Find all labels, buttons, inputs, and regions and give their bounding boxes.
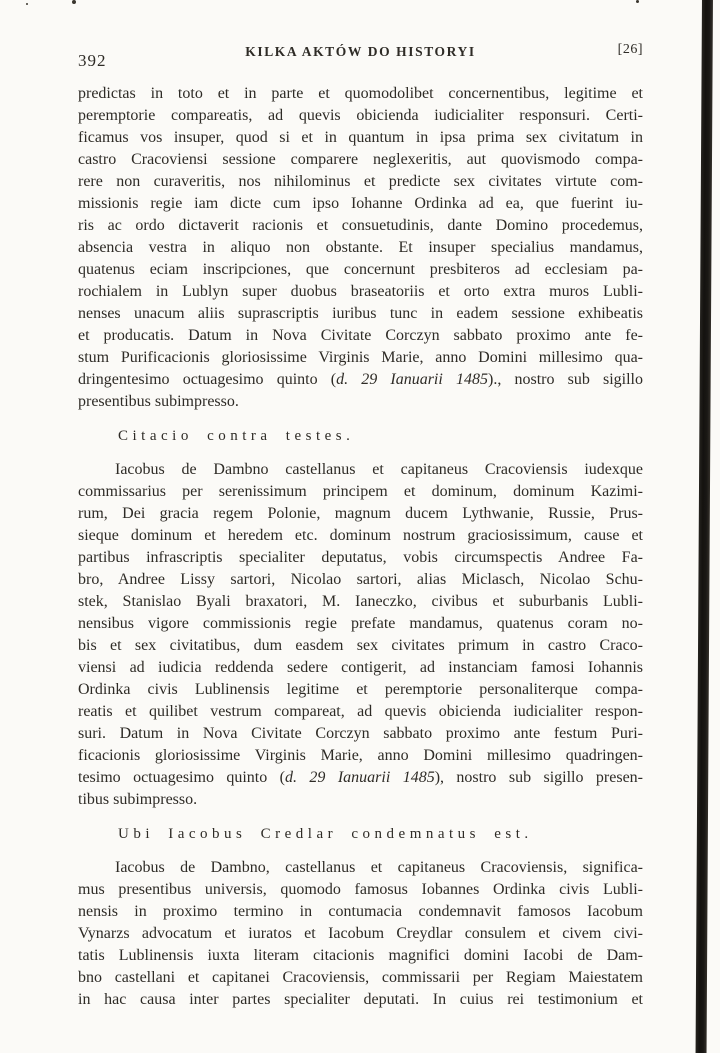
paragraph: [78, 459, 643, 811]
scan-speck: [26, 3, 28, 5]
scan-speck: [72, 0, 76, 4]
running-header: [78, 42, 643, 68]
scan-edge-strip: [696, 0, 713, 1053]
text-line: bno castellani et capitanei Cracoviensis, commissarii per Regiam Maiestatem: [78, 969, 643, 986]
section-heading: Ubi Iacobus Credlar condemnatus est.: [118, 826, 533, 842]
running-title: KILKA AKTÓW DO HISTORYI: [245, 44, 476, 59]
document-number: [26]: [617, 42, 643, 57]
text-line: Iacobus de Dambno castellanus et capitaneus Cracoviensis iudexque: [115, 461, 643, 478]
text-line: in hac causa inter partes specialiter deputati. In cuius rei testimonium et: [78, 991, 643, 1008]
text-line: absencia vestra in aliquo non obstante. Et insuper specialius mandamus,: [78, 239, 643, 256]
text-line: nenses unacum aliis suprascriptis iuribus tunc in eadem sessione exhibeatis: [78, 305, 643, 322]
scan-speck: [636, 0, 639, 3]
text-line: bro, Andree Lissy sartori, Nicolao sartori, alias Miclasch, Nicolao Schu-: [78, 571, 643, 588]
page-text-block: [78, 83, 643, 1011]
text-line: sieque dominum et heredem etc. dominum nostrum graciosissimum, cause et: [78, 527, 643, 544]
text-line: partibus infrascriptis specialiter deputatus, vobis circumspectis Andree Fa-: [78, 549, 643, 566]
text-line: Vynarzs advocatum et iuratos et Iacobum Creydlar consulem et civem civi-: [78, 925, 643, 942]
text-line: peremptorie compareatis, ad quevis obicienda iudicialiter responsuri. Certi-: [78, 107, 643, 124]
text-line: ficacionis gloriosissime Virginis Marie, anno Domini millesimo quadringen-: [78, 747, 643, 764]
text-line: presentibus subimpresso.: [78, 393, 239, 410]
text-line: dringentesimo octuagesimo quinto (d. 29 Ianuarii 1485)., nostro sub sigillo: [78, 371, 644, 388]
text-line: mus presentibus universis, quomodo famosus Iobannes Ordinka civis Lubli-: [78, 881, 643, 898]
text-line: rere non curaveritis, nos nihilominus et predicte sex civitates virtute com-: [78, 173, 643, 190]
section-heading: Citacio contra testes.: [118, 428, 355, 444]
paragraph: [78, 857, 643, 1011]
text-line: rum, Dei gracia regem Polonie, magnum ducem Lythwanie, Russie, Prus-: [78, 505, 643, 522]
page-number: 392: [78, 51, 107, 70]
text-line: ris ac ordo dictaverit racionis et consuetudinis, dante Domino procedemus,: [78, 217, 643, 234]
text-line: nensibus vigore commissionis regie prefate mandamus, quatenus coram no-: [78, 615, 643, 632]
text-line: stum Purificacionis gloriosissime Virginis Marie, anno Domini millesimo qua-: [78, 349, 643, 366]
text-line: tatis Lublinensis iuxta literam citacionis magnifici domini Iacobi de Dam-: [78, 947, 643, 964]
text-line: tesimo octuagesimo quinto (d. 29 Ianuarii 1485), nostro sub sigillo presen-: [78, 769, 643, 786]
text-line: rochialem in Lublyn super duobus braseatoriis et orto extra muros Lubli-: [78, 283, 643, 300]
text-line: nensis in proximo termino in contumacia condemnavit famosos Iacobum: [78, 903, 643, 920]
text-line: tibus subimpresso.: [78, 791, 198, 808]
text-line: ficamus vos insuper, quod si et in quantum in ipsa prima sex civitatum in: [78, 129, 643, 146]
text-line: et producatis. Datum in Nova Civitate Corczyn sabbato proximo ante fe-: [78, 327, 643, 344]
text-line: bis et sex civitatibus, dum easdem sex civitates primum in castro Craco-: [78, 637, 643, 654]
italic-date: d. 29 Ianuarii 1485: [285, 769, 435, 786]
text-line: suri. Datum in Nova Civitate Corczyn sabbato proximo ante festum Puri-: [78, 725, 643, 742]
text-line: stek, Stanislao Byali braxatori, M. Ianeczko, civibus et suburbanis Lubli-: [78, 593, 643, 610]
italic-date: d. 29 Ianuarii 1485: [336, 371, 488, 388]
text-line: predictas in toto et in parte et quomodolibet concernentibus, legitime et: [78, 85, 643, 102]
text-line: Iacobus de Dambno, castellanus et capitaneus Cracoviensis, significa-: [115, 859, 643, 876]
text-line: castro Cracoviensi sessione comparere neglexeritis, aut quovismodo compa-: [78, 151, 643, 168]
text-line: viensi ad iudicia reddenda sedere contigerit, ad instanciam famosi Iohannis: [78, 659, 643, 676]
text-line: commissarius per serenissimum principem et dominum, dominum Kazimi-: [78, 483, 643, 500]
paragraph: [78, 83, 643, 413]
text-line: reatis et quilibet vestrum compareat, ad quevis obicienda iudicialiter respon-: [78, 703, 643, 720]
text-line: quatenus eciam inscripciones, que concernunt presbiteros ad ecclesiam pa-: [78, 261, 643, 278]
text-line: Ordinka civis Lublinensis legitime et peremptorie personaliterque compa-: [78, 681, 643, 698]
text-line: missionis regie iam dicte cum ipso Iohanne Ordinka ad ea, que fuerint iu-: [78, 195, 643, 212]
